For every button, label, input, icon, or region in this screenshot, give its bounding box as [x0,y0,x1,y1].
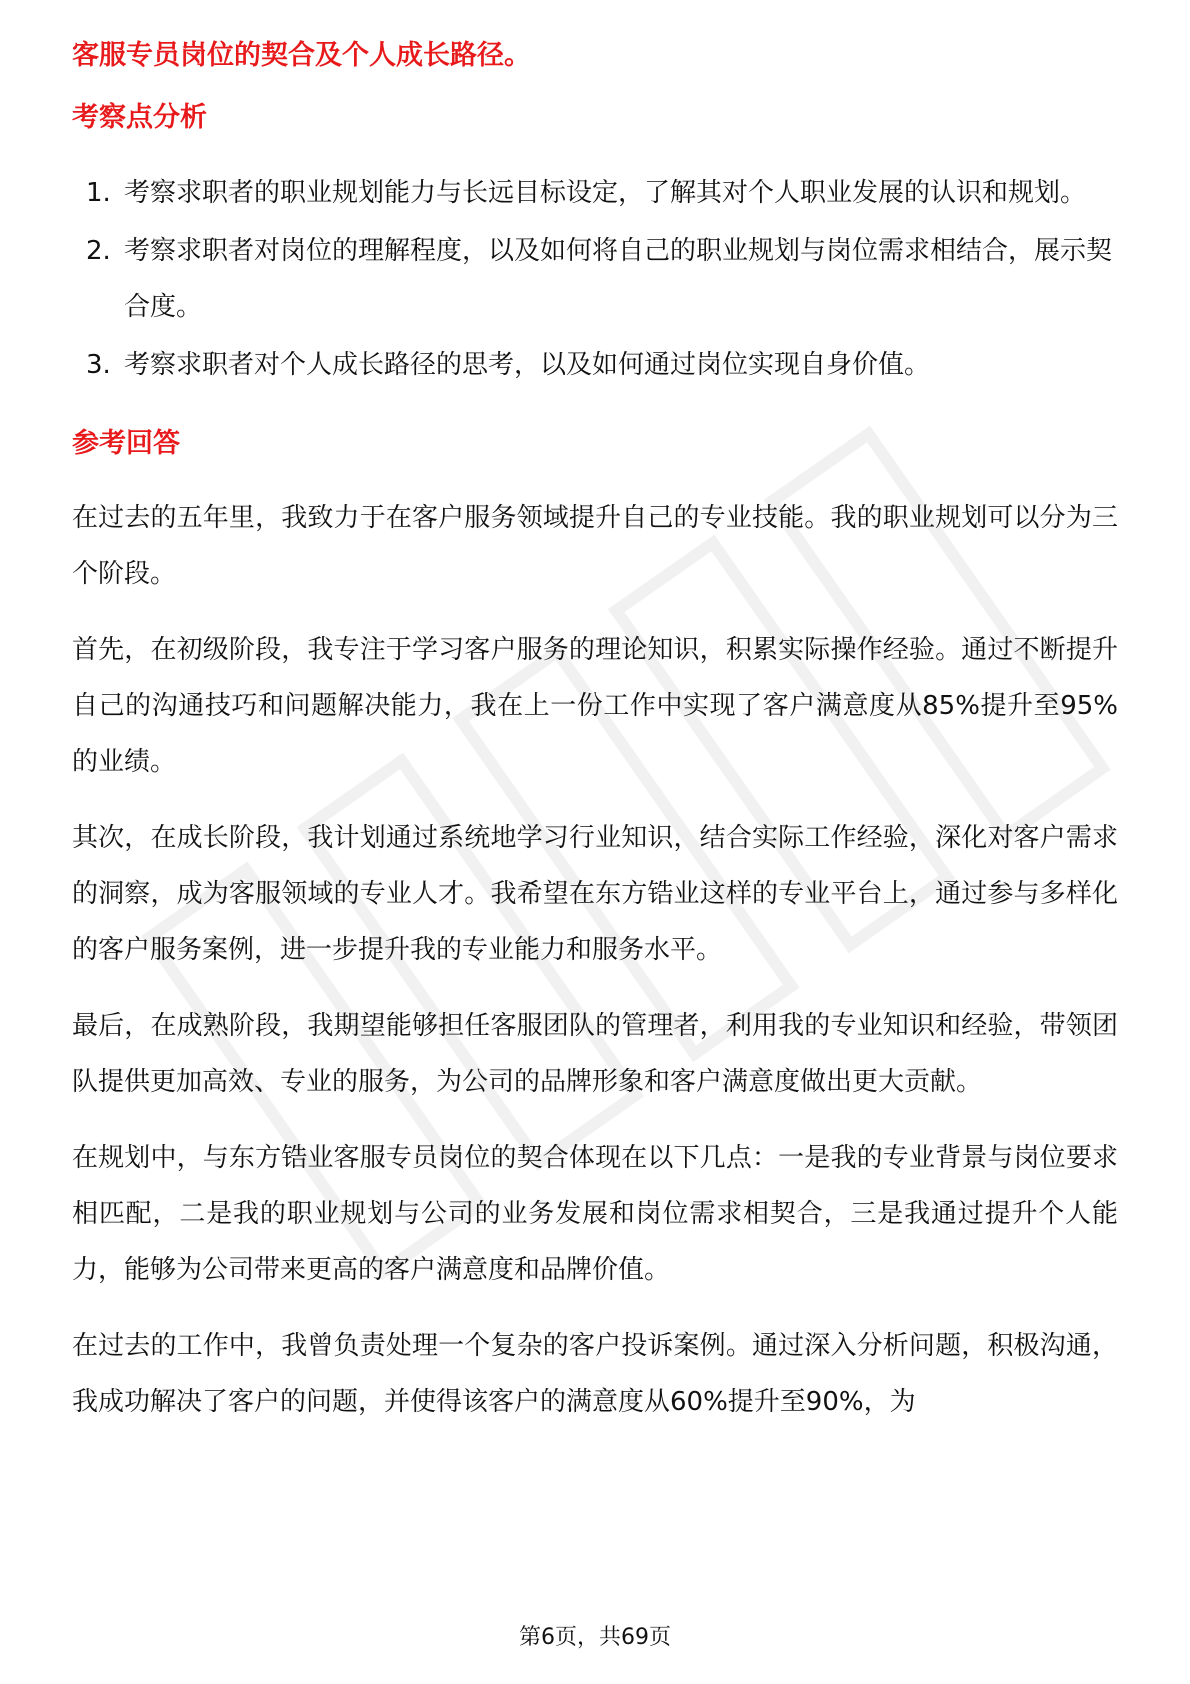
page-number: 第6页，共69页 [519,1625,671,1650]
list-item-number: 2. [86,235,111,266]
list-item [72,223,1118,335]
answer-paragraph: 在过去的工作中，我曾负责处理一个复杂的客户投诉案例。通过深入分析问题，积极沟通，我成功解决了客户的问题，并使得该客户的满意度从60%提升至90%，为 [72,1331,1118,1418]
answer-paragraph: 其次，在成长阶段，我计划通过系统地学习行业知识，结合实际工作经验，深化对客户需求的洞察，成为客服领域的专业人才。我希望在东方锆业这样的专业平台上，通过参与多样化的客户服务案例，进一步提升我的专业能力和服务水平。 [72,823,1118,966]
analysis-list [72,165,1118,393]
list-item-number: 1. [86,177,111,208]
answer-paragraph: 首先，在初级阶段，我专注于学习客户服务的理论知识，积累实际操作经验。通过不断提升自己的沟通技巧和问题解决能力，我在上一份工作中实现了客户满意度从85%提升至95%的业绩。 [72,635,1118,778]
list-item-text: 考察求职者的职业规划能力与长远目标设定，了解其对个人职业发展的认识和规划。 [124,177,1087,208]
list-item [72,165,1118,221]
list-item-number: 3. [86,349,111,380]
answer-paragraph: 在规划中，与东方锆业客服专员岗位的契合体现在以下几点：一是我的专业背景与岗位要求相匹配，二是我的职业规划与公司的业务发展和岗位需求相契合，三是我通过提升个人能力，能够为公司带来更高的客户满意度和品牌价值。 [72,1143,1118,1286]
analysis-heading: 考察点分析 [72,102,207,134]
document-content [72,40,1118,1450]
list-item-text: 考察求职者对个人成长路径的思考，以及如何通过岗位实现自身价值。 [124,349,931,380]
list-item-text: 考察求职者对岗位的理解程度，以及如何将自己的职业规划与岗位需求相结合，展示契合度。 [124,235,1113,322]
reference-heading: 参考回答 [72,427,180,459]
answer-paragraph: 在过去的五年里，我致力于在客户服务领域提升自己的专业技能。我的职业规划可以分为三个阶段。 [72,503,1118,590]
answer-paragraph: 最后，在成熟阶段，我期望能够担任客服团队的管理者，利用我的专业知识和经验，带领团队提供更加高效、专业的服务，为公司的品牌形象和客户满意度做出更大贡献。 [72,1011,1118,1098]
list-item [72,337,1118,393]
page-title: 客服专员岗位的契合及个人成长路径。 [72,40,531,71]
